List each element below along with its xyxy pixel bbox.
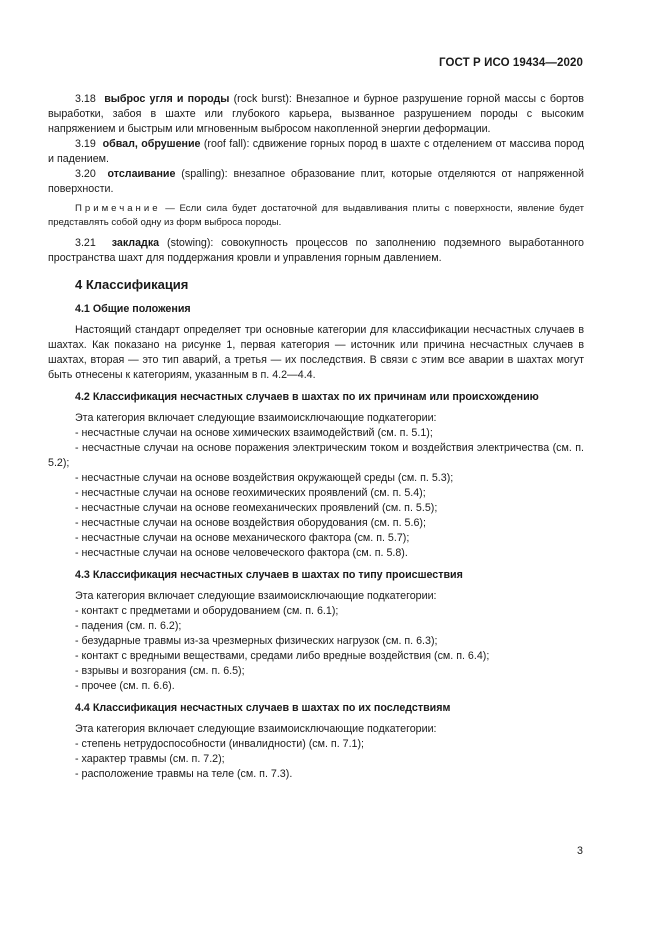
section-4-3-intro: Эта категория включает следующие взаимоисключающие подкатегории: [75, 590, 437, 602]
note-label: Примечание [75, 203, 161, 214]
list-item: - несчастные случаи на основе механического фактора (см. п. 5.7); [75, 532, 410, 544]
list-item: - несчастные случаи на основе поражения электрическим током и воздействия электричества (см. п. 5.2); [48, 442, 584, 469]
term-name: отслаивание [107, 168, 176, 180]
term-name: обвал, обрушение [102, 138, 201, 150]
list-item: - несчастные случаи на основе геохимических проявлений (см. п. 5.4); [75, 487, 426, 499]
list-item: - несчастные случаи на основе геомеханических проявлений (см. п. 5.5); [75, 502, 438, 514]
list-item: - контакт с вредными веществами, средами либо вредные воздействия (см. п. 6.4); [75, 650, 490, 662]
section-4-2-intro: Эта категория включает следующие взаимоисключающие подкатегории: [75, 412, 437, 424]
list-item: - контакт с предметами и оборудованием (см. п. 6.1); [75, 605, 339, 617]
note-text: — Если сила будет достаточной для выдавливания плиты с поверхности, явление будет представлять собой одну из форм выброса породы. [48, 203, 584, 228]
term-3-21 [48, 236, 584, 266]
term-number: 3.19 [75, 138, 96, 150]
page-number: 3 [577, 845, 583, 857]
list-item: - несчастные случаи на основе человеческого фактора (см. п. 5.8). [75, 547, 408, 559]
list-item: - характер травмы (см. п. 7.2); [75, 753, 225, 765]
term-definition: (roof fall): сдвижение горных пород в шахте с отделением от массива пород и падением. [48, 138, 584, 165]
term-definition: (spalling): внезапное образование плит, которые отделяются от напряженной поверхности. [48, 168, 584, 195]
section-4-2-heading: 4.2 Классификация несчастных случаев в шахтах по их причинам или происхождению [75, 391, 539, 403]
term-name: выброс угля и породы [104, 93, 230, 105]
term-number: 3.21 [75, 237, 96, 249]
page-content [48, 92, 584, 782]
list-item: - прочее (см. п. 6.6). [75, 680, 175, 692]
list-item: - взрывы и возгорания (см. п. 6.5); [75, 665, 245, 677]
term-definition: (stowing): совокупность процессов по заполнению подземного выработанного пространства шахт для поддержания кровли и управления горным давлением. [48, 237, 584, 264]
list-item: - расположение травмы на теле (см. п. 7.3). [75, 768, 293, 780]
term-name: закладка [111, 237, 160, 249]
list-item: - безударные травмы из-за чрезмерных физических нагрузок (см. п. 6.3); [75, 635, 438, 647]
list-item: - падения (см. п. 6.2); [75, 620, 182, 632]
list-item: - несчастные случаи на основе воздействия окружающей среды (см. п. 5.3); [75, 472, 454, 484]
list-item: - несчастные случаи на основе химических взаимодействий (см. п. 5.1); [75, 427, 433, 439]
list-item: - степень нетрудоспособности (инвалидности) (см. п. 7.1); [75, 738, 365, 750]
section-4-1-heading: 4.1 Общие положения [75, 303, 191, 315]
term-number: 3.18 [75, 93, 96, 105]
term-definition: (rock burst): Внезапное и бурное разрушение горной массы с бортов выработки, забоя в шахте или глубокого карьера, вызванное разрушением породы с высоким напряжением и быстрым или мгновенным выбросом накопленной энергии деформации. [48, 93, 584, 135]
section-4-1-text: Настоящий стандарт определяет три основные категории для классификации несчастных случаев в шахтах. Как показано на рисунке 1, первая категория — источник или причина несчастных случаев в шахтах, вторая — это тип аварий, а третья — их последствия. В связи с этим все аварии в шахтах могут быть отнесены к категориям, указанным в п. 4.2—4.4. [48, 324, 584, 381]
term-3-19 [48, 137, 584, 167]
term-number: 3.20 [75, 168, 96, 180]
list-item: - несчастные случаи на основе воздействия оборудования (см. п. 5.6); [75, 517, 426, 529]
term-3-20 [48, 167, 584, 197]
standard-header: ГОСТ Р ИСО 19434—2020 [438, 57, 583, 69]
note-paragraph [48, 202, 584, 230]
section-4-heading: 4 Классификация [75, 277, 189, 292]
section-4-4-intro: Эта категория включает следующие взаимоисключающие подкатегории: [75, 723, 437, 735]
section-4-4-heading: 4.4 Классификация несчастных случаев в шахтах по их последствиям [75, 702, 451, 714]
section-4-3-heading: 4.3 Классификация несчастных случаев в шахтах по типу происшествия [75, 569, 463, 581]
term-3-18 [48, 92, 584, 137]
